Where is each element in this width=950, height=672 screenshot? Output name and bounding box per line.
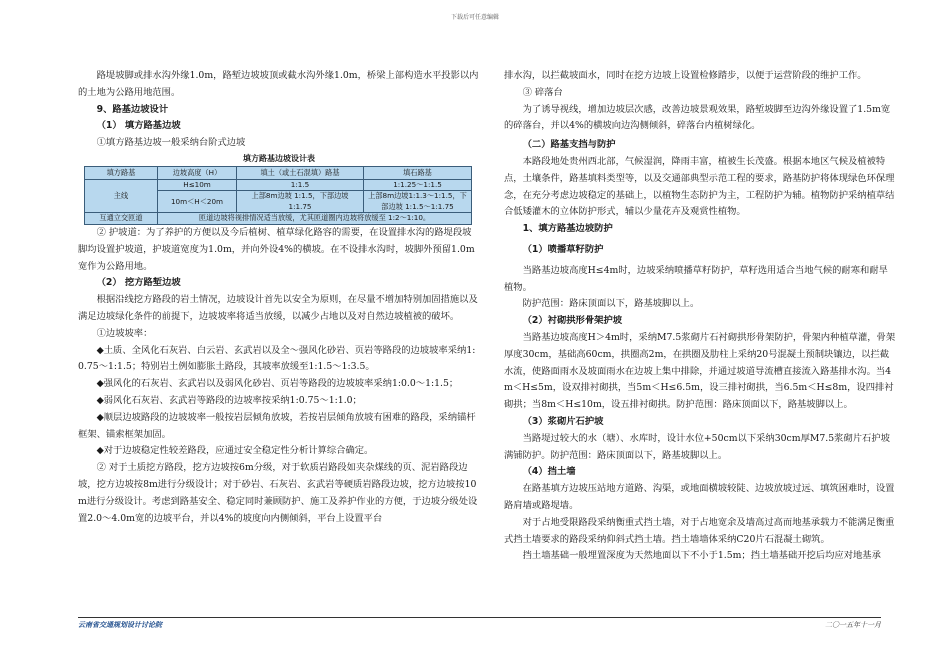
paragraph-land-range: 路堤坡脚或排水沟外缘1.0m，路堑边坡坡顶或截水沟外缘1.0m，桥梁上部构造水平投影以内的土地为公路用地范围。 <box>78 70 479 98</box>
table-row <box>85 213 472 225</box>
right-column <box>504 68 896 565</box>
heading-arch-frame: （2）衬砌拱形骨架护坡 <box>522 315 623 327</box>
bullet-soil-slope: ◆土质、全风化石灰岩、白云岩、玄武岩以及全～强风化砂岩、页岩等路段的边坡坡率采纳1:0.75～1:1.5；特别岩土例如膨胀土路段，其坡率放缓至1:1.5～1:3.5。 <box>78 344 476 373</box>
table-cell-main-line: 主线 <box>85 179 158 213</box>
paragraph-cut-slope-principle: 根据沿线挖方路段的岩土情况，边坡设计首先以安全为原则，在尽量不增加特别加固措施以及满足边坡绿化条件的前提下，边坡坡率将适当放缓，以减少占地以及对自然边坡植被的破坏。 <box>78 294 478 322</box>
heading-retaining-wall: （4）挡土墙 <box>522 466 576 478</box>
paragraph-protection-range: 防护范围：路床顶面以下，路基坡脚以上。 <box>522 298 700 310</box>
table-header-row <box>85 166 472 179</box>
table-cell-interchange-ramp: 互通立交匝道 <box>85 213 158 225</box>
paragraph-retaining-wall-type: 对于占地受限路段采纳衡重式挡土墙，对于占地宽余及墙高过高而地基承载力不能满足衡重式挡土墙要求的路段采纳仰斜式挡土墙。挡土墙墙体采纳C20片石混凝土砌筑。 <box>504 516 895 545</box>
item-fill-slope-stepped: ①填方路基边坡一般采纳台阶式边坡 <box>96 137 246 149</box>
footer-date: 二〇一五年十一月 <box>825 621 881 629</box>
heading-fill-slope-protection: 1、填方路基边坡防护 <box>522 223 613 235</box>
table-title: 填方路基边坡设计表 <box>243 153 315 163</box>
heading-grass-seeding: （1）喷播草籽防护 <box>522 243 604 255</box>
left-column <box>78 68 480 527</box>
table-cell: 10m＜H＜20m <box>158 191 237 213</box>
paragraph-arch-frame: 当路基边坡高度H＞4m时，采纳M7.5浆砌片石衬砌拱形骨架防护，骨架内种植草灌，骨架厚度30cm，基础高60cm，拱圈高2m，在拱圈及肋柱上采纳20号混凝土预制块镶边，以拦截水流，使路面雨水及坡面雨水在边坡上集中排除，并通过坡道导流槽直接流入路基排水沟。当4m＜H≤5m，设双排衬砌拱，当5m＜H≤6.5m，设三排衬砌拱，当6.5m＜H≤8m，设四排衬砌拱；当8m＜H≤10m，设五排衬砌拱。防护范围：路床顶面以下，路基坡脚以上。 <box>504 331 896 411</box>
bullet-stability: ◆对于边坡稳定性较差路段，应通过安全稳定性分析计算综合确定。 <box>96 445 374 457</box>
table-cell: 1:1.5 <box>237 179 364 191</box>
bullet-strong-weathered: ◆强风化的石灰岩、玄武岩以及弱风化砂岩、页岩等路段的边坡坡率采纳1:0.0～1:1.5； <box>96 378 459 390</box>
item-berm: ② 护坡道：为了养护的方便以及今后植树、植草绿化路容的需要，在设置排水沟的路堤段坡脚均设置护坡道，护坡道宽度为1.0m，并向外设4%的横坡。在不设排水沟时，坡脚外预留1.0m宽作为公路用地。 <box>78 226 475 272</box>
table-header-cell: 填土（或土石混填）路基 <box>237 166 364 179</box>
paragraph-drainage: 排水沟，以拦截坡面水，同时在挖方边坡上设置检修踏步，以便于运营阶段的维护工作。 <box>504 70 867 81</box>
fill-slope-table <box>84 166 472 225</box>
footer-organization: 云南省交通规划设计讨论院 <box>78 620 162 629</box>
table-header-cell: 填石路基 <box>364 166 472 179</box>
table-header-cell: 填方路基 <box>85 166 158 179</box>
table-header-cell: 边坡高度（H） <box>158 166 237 179</box>
table-row <box>85 179 472 191</box>
footer-divider <box>78 617 881 618</box>
page-header-note: 下载后可任意编辑 <box>450 14 499 21</box>
item-cut-grading: ② 对于土质挖方路段，挖方边坡按6m分级，对于软质岩路段如夹杂煤线的页、泥岩路段边坡，挖方边坡按8m进行分级设计；对于砂岩、石灰岩、玄武岩等硬质岩路段边坡，挖方边坡按10m进行分级设计。考虑到路基安全、稳定同时兼顾防护、施工及养护作业的方便，于边坡分级处设置2.0～4.0m宽的边坡平台，并以4%的坡度向内侧倾斜，平台上设置平台 <box>78 462 478 524</box>
paragraph-grass-seeding: 当路基边坡高度H≤4m时，边坡采纳喷播草籽防护，草籽选用适合当地气候的耐寒和耐旱植物。 <box>504 264 888 293</box>
heading-fill-slope: （1） 填方路基边坡 <box>96 120 181 132</box>
heading-slope-design: 9、路基边坡设计 <box>96 103 169 115</box>
table-cell: 上部8m边坡1:1.3～1:1.5，下部边坡 1:1.5～1:1.75 <box>364 191 472 213</box>
item-debris-platform: ③ 碎落台 <box>522 86 563 98</box>
heading-retaining-protection: （二）路基支挡与防护 <box>522 139 616 151</box>
paragraph-protection-overview: 本路段地处贵州西北部，气候湿润，降雨丰富，植被生长茂盛。根据本地区气候及植被特点，土壤条件，路基填料类型等，以及交通部典型示范工程的要求，路基防护将体现绿色环保理念，在充分考虑边坡稳定的基础上，以植物生态防护为主，工程防护为辅。植物防护采纳植草结合低矮灌木的立体防护形式，辅以少量花卉及观赏性植物。 <box>504 155 895 218</box>
paragraph-mortar-rubble: 当路堤过较大的水（塘）、水库时，设计水位+50cm以下采纳30cm厚M7.5浆砌片石护坡满铺防护。防护范围：路床顶面以下，路基坡脚以上。 <box>504 432 890 461</box>
bullet-weak-weathered: ◆弱风化石灰岩、玄武岩等路段的边坡率按采纳1:0.75～1:1.0； <box>96 394 362 406</box>
paragraph-retaining-wall-foundation: 挡土墙基础一般埋置深度为天然地面以下不小于1.5m；挡土墙基础开挖后均应对地基承 <box>522 550 881 562</box>
item-slope-ratio: ①边坡坡率： <box>96 327 153 339</box>
paragraph-debris-platform: 为了诱导视线，增加边坡层次感，改善边坡景观效果，路堑坡脚至边沟外缘设置了1.5m宽的碎落台，并以4%的横坡向边沟侧倾斜，碎落台内植树绿化。 <box>504 103 891 132</box>
table-cell: 匝道边坡将视排情况适当放缓，尤其匝道圈内边坡将放缓至 1:2～1:10。 <box>158 213 472 225</box>
heading-cut-slope: （2） 挖方路堑边坡 <box>96 277 181 289</box>
table-cell: H≤10m <box>158 179 237 191</box>
bullet-bedding-slope: ◆顺层边坡路段的边坡坡率一般按岩层倾角放坡，若按岩层倾角放坡有困难的路段，采纳锚杆框架、锚索框架加固。 <box>78 411 476 440</box>
paragraph-retaining-wall-use: 在路基填方边坡压站地方道路、沟渠，或地面横坡较陡、边坡放坡过远、填筑困难时，设置路肩墙或路堤墙。 <box>504 483 895 511</box>
heading-mortar-rubble: （3）浆砌片石护坡 <box>522 415 604 427</box>
table-cell: 上部8m边坡 1:1.5，下部边坡 1:1.75 <box>237 191 364 213</box>
table-cell: 1:1.25～1:1.5 <box>364 179 472 191</box>
